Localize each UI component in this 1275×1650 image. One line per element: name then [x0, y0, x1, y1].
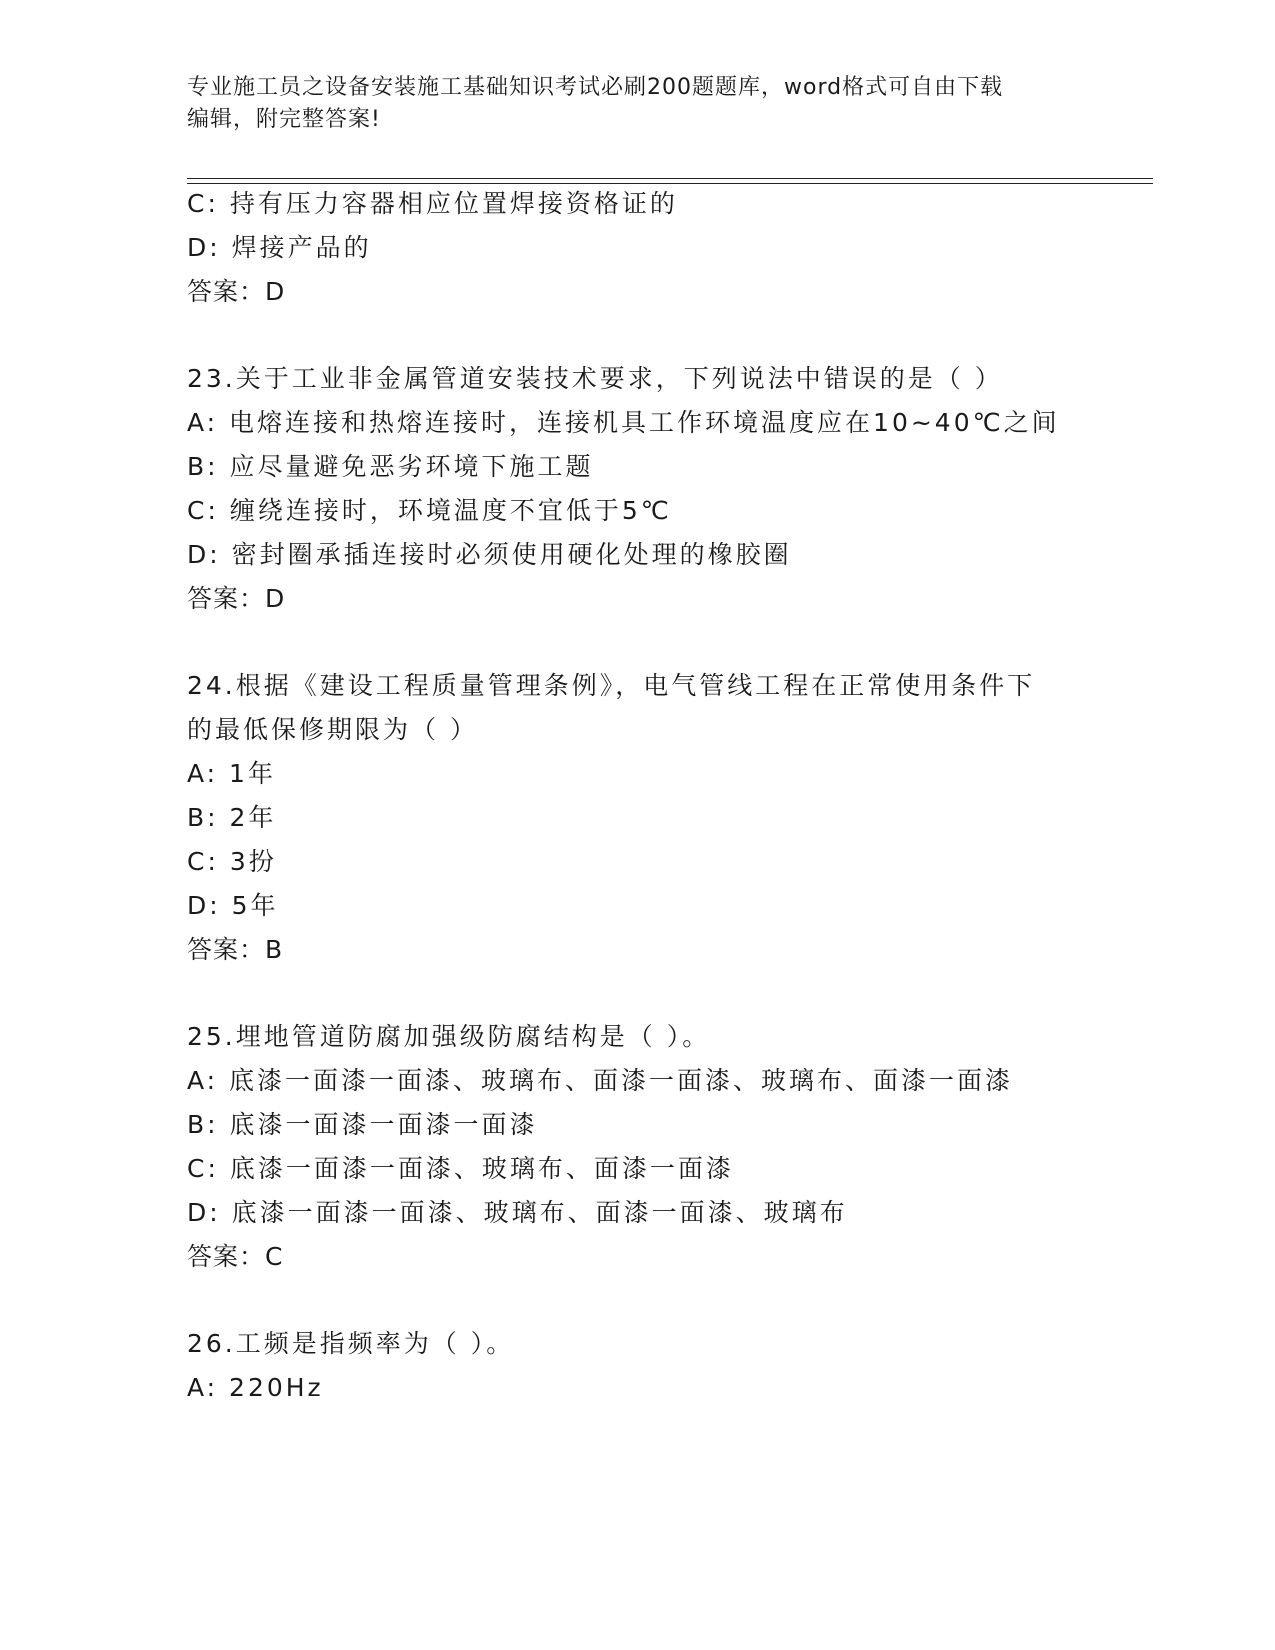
q25-option-d: D: 底漆一面漆一面漆、玻璃布、面漆一面漆、玻璃布	[187, 1198, 848, 1227]
q23-option-b: B: 应尽量避免恶劣环境下施工题	[187, 452, 594, 481]
q24-option-c: C: 3扮	[187, 847, 277, 876]
q26-option-a: A: 220Hz	[187, 1373, 324, 1402]
q24-option-b: B: 2年	[187, 803, 277, 832]
q24-option-d: D: 5年	[187, 891, 279, 920]
q22-option-c: C: 持有压力容器相应位置焊接资格证的	[187, 189, 678, 218]
q22-option-d: D: 焊接产品的	[187, 233, 372, 262]
q23-option-c: C: 缠绕连接时，环境温度不宜低于5℃	[187, 496, 672, 525]
q24-stem-line-2: 的最低保修期限为（ ）	[187, 715, 478, 744]
q23-stem: 23.关于工业非金属管道安装技术要求，下列说法中错误的是（ ）	[187, 364, 1003, 393]
header-line-1: 专业施工员之设备安装施工基础知识考试必刷200题题库，word格式可自由下载	[187, 75, 1004, 100]
q22-answer: 答案：D	[187, 277, 286, 306]
q24-stem-line-1: 24.根据《建设工程质量管理条例》，电气管线工程在正常使用条件下	[187, 671, 1036, 700]
q23-option-d: D: 密封圈承插连接时必须使用硬化处理的橡胶圈	[187, 540, 792, 569]
header-divider-bottom	[187, 183, 1153, 184]
q23-option-a: A: 电熔连接和热熔连接时，连接机具工作环境温度应在10~40℃之间	[187, 408, 1060, 437]
header-line-2: 编辑，附完整答案!	[187, 107, 381, 132]
q24-answer: 答案：B	[187, 935, 284, 964]
q25-option-c: C: 底漆一面漆一面漆、玻璃布、面漆一面漆	[187, 1154, 734, 1183]
q23-answer: 答案：D	[187, 584, 286, 613]
q25-option-b: B: 底漆一面漆一面漆一面漆	[187, 1110, 538, 1139]
q24-option-a: A: 1年	[187, 759, 276, 788]
q26-stem: 26.工频是指频率为（ ）。	[187, 1329, 515, 1358]
q25-option-a: A: 底漆一面漆一面漆、玻璃布、面漆一面漆、玻璃布、面漆一面漆	[187, 1066, 1014, 1095]
q25-answer: 答案：C	[187, 1242, 284, 1271]
header-divider-top	[187, 178, 1153, 179]
q25-stem: 25.埋地管道防腐加强级防腐结构是（ ）。	[187, 1022, 711, 1051]
document-header	[187, 72, 1067, 136]
